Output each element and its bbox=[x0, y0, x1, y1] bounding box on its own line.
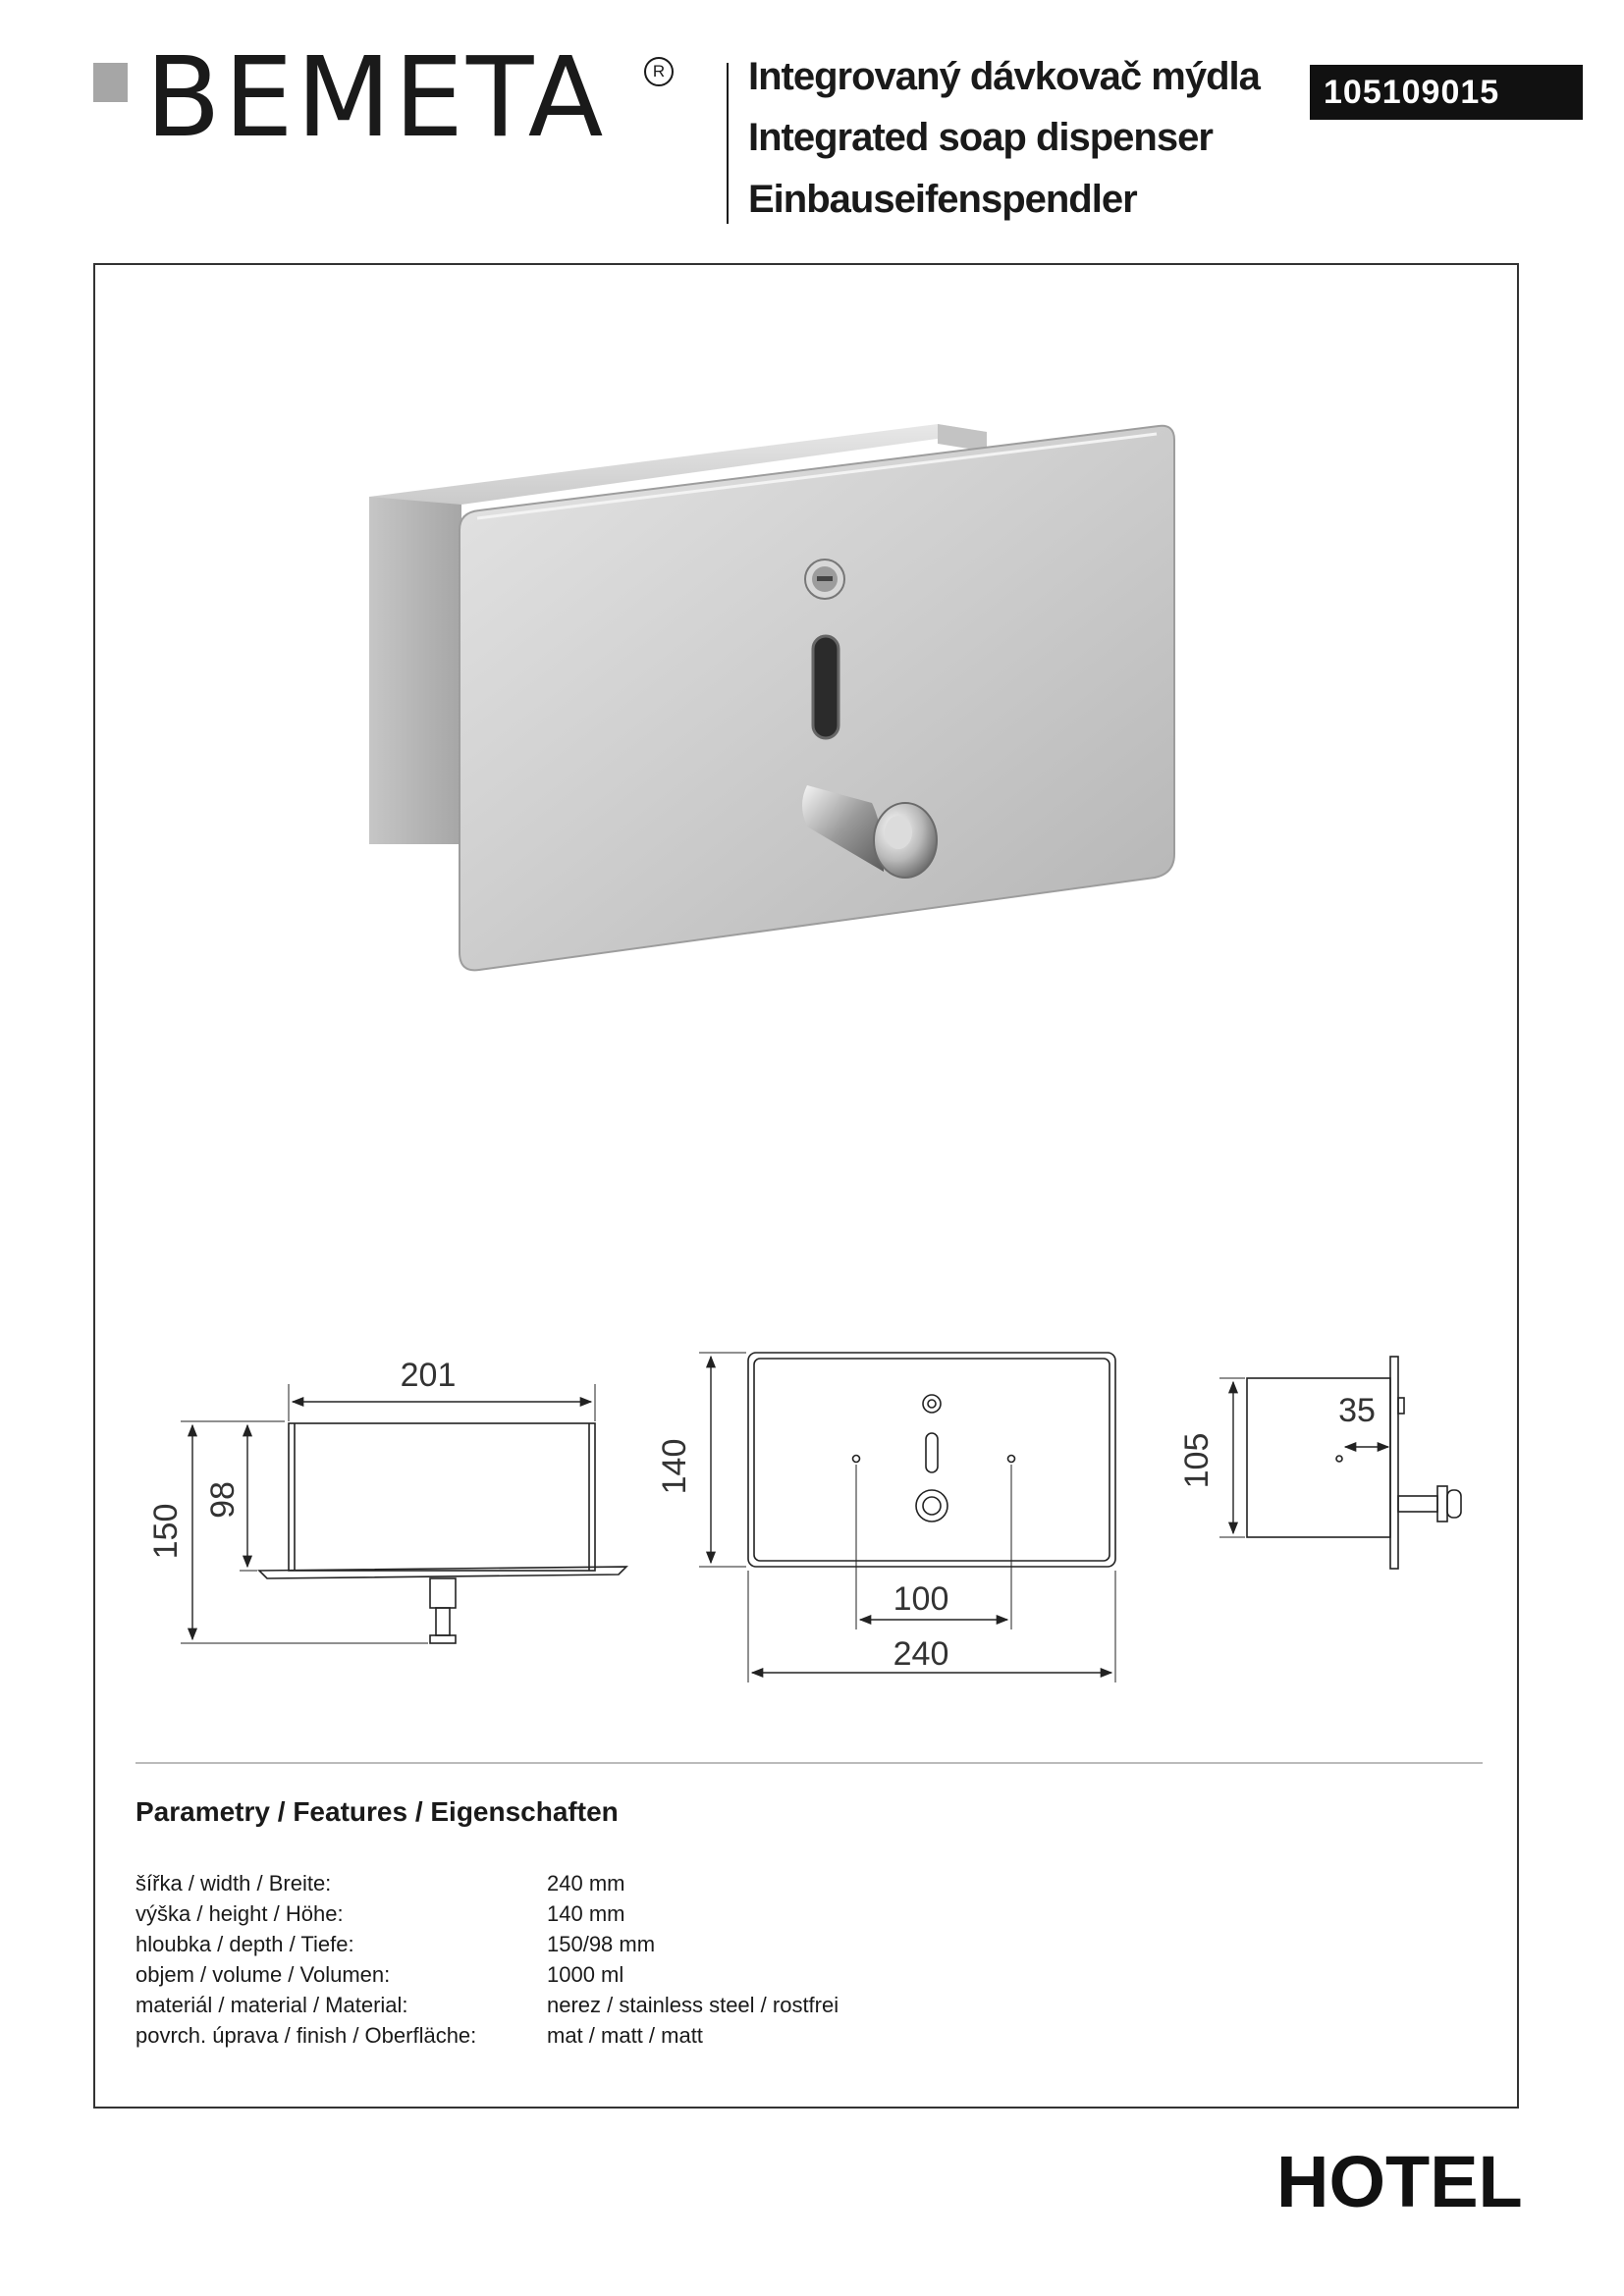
dim-front-height: 140 bbox=[656, 1438, 693, 1495]
feature-value: 240 mm bbox=[547, 1871, 625, 1896]
product-title-cz: Integrovaný dávkovač mýdla bbox=[748, 55, 1260, 98]
dim-front-hole-spacing: 100 bbox=[893, 1580, 949, 1618]
feature-value: 140 mm bbox=[547, 1901, 625, 1926]
drawing-profile-view bbox=[1219, 1357, 1461, 1569]
product-photo bbox=[369, 424, 1174, 970]
product-title-de: Einbauseifenspendler bbox=[748, 178, 1137, 221]
feature-value: 150/98 mm bbox=[547, 1932, 656, 1956]
feature-row-depth bbox=[135, 1932, 1117, 1963]
feature-label: hloubka / depth / Tiefe: bbox=[135, 1932, 354, 1956]
brand-logo: BEMETA bbox=[145, 34, 607, 162]
feature-row-width bbox=[135, 1871, 1117, 1902]
feature-row-height bbox=[135, 1901, 1117, 1933]
features-title: Parametry / Features / Eigenschaften bbox=[135, 1796, 619, 1827]
product-code-badge: 105109015 bbox=[1310, 65, 1583, 120]
registered-mark: R bbox=[644, 57, 674, 86]
dim-profile-box-height: 105 bbox=[1178, 1432, 1216, 1489]
lock-icon bbox=[805, 560, 844, 599]
dim-side-total-depth: 150 bbox=[147, 1503, 185, 1560]
level-window bbox=[813, 636, 839, 738]
dim-side-depth-top: 201 bbox=[400, 1357, 457, 1394]
feature-label: šířka / width / Breite: bbox=[135, 1871, 332, 1896]
dim-side-box-depth: 98 bbox=[204, 1481, 242, 1519]
feature-value: nerez / stainless steel / rostfrei bbox=[547, 1993, 839, 2017]
dim-profile-projection: 35 bbox=[1338, 1392, 1376, 1429]
feature-row-finish bbox=[135, 2023, 1117, 2055]
drawing-front-view bbox=[699, 1353, 1115, 1682]
dim-front-width: 240 bbox=[893, 1635, 949, 1673]
feature-label: výška / height / Höhe: bbox=[135, 1901, 344, 1926]
drawing-side-view bbox=[181, 1384, 626, 1643]
feature-row-volume bbox=[135, 1962, 1117, 1994]
feature-label: materiál / material / Material: bbox=[135, 1993, 408, 2017]
feature-label: povrch. úprava / finish / Oberfläche: bbox=[135, 2023, 477, 2048]
feature-row-material bbox=[135, 1993, 1117, 2024]
feature-label: objem / volume / Volumen: bbox=[135, 1962, 391, 1987]
feature-value: 1000 ml bbox=[547, 1962, 624, 1987]
feature-value: mat / matt / matt bbox=[547, 2023, 703, 2048]
features-divider bbox=[135, 1762, 1483, 1764]
product-title-en: Integrated soap dispenser bbox=[748, 116, 1213, 159]
category-label: HOTEL bbox=[1276, 2141, 1523, 2222]
